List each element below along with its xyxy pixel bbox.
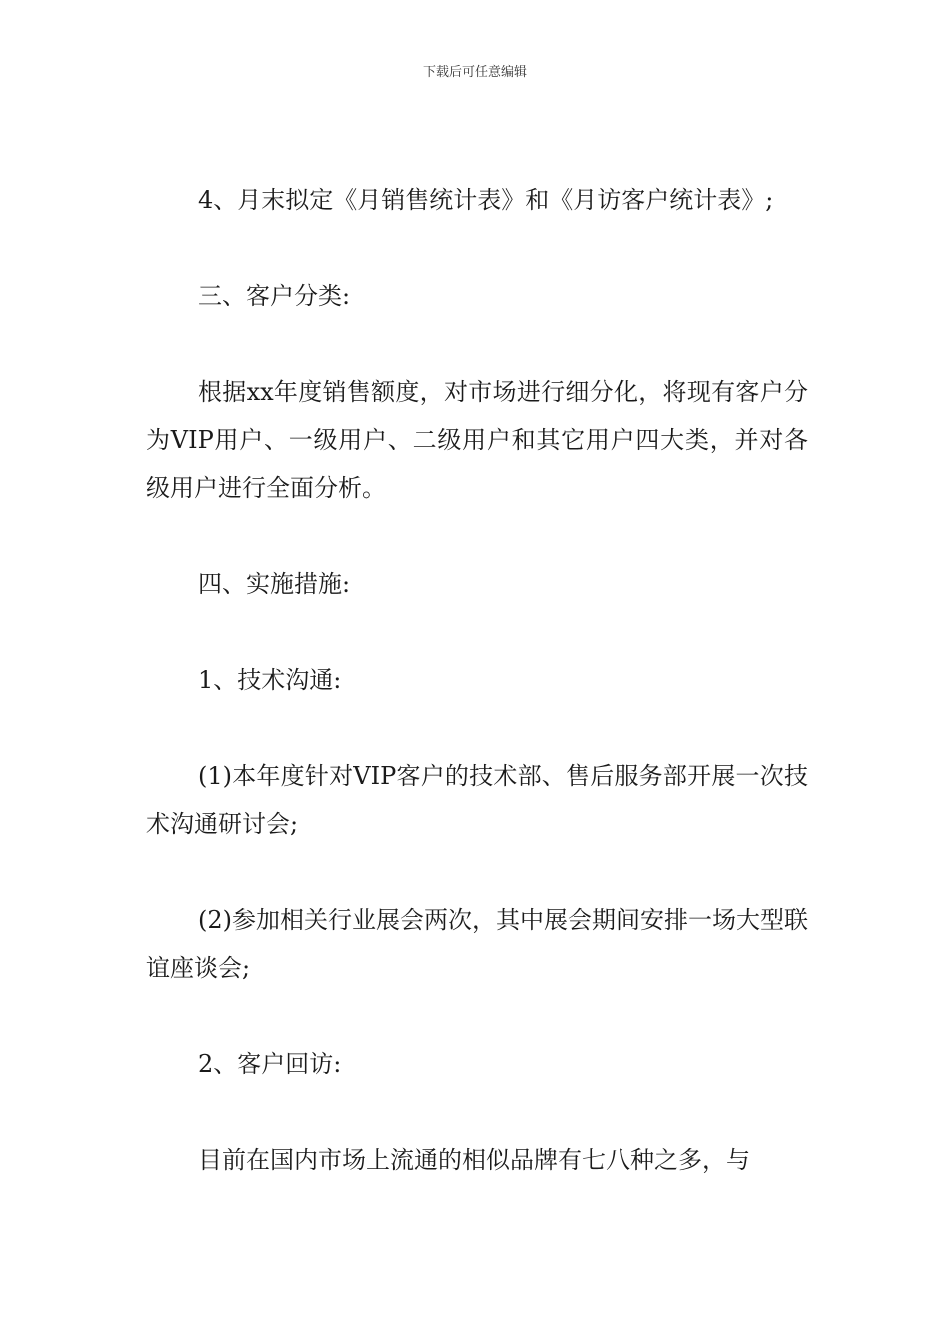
paragraph-technical-seminar: (1)本年度针对VIP客户的技术部、售后服务部开展一次技术沟通研讨会; — [146, 762, 808, 838]
paragraph-industry-exhibitions: (2)参加相关行业展会两次，其中展会期间安排一场大型联谊座谈会; — [146, 906, 808, 982]
heading-technical-communication: 1、技术沟通: — [198, 666, 342, 694]
paragraph-customer-classification: 根据xx年度销售额度，对市场进行细分化，将现有客户分为VIP用户、一级用户、二级用户和其它用户四大类，并对各级用户进行全面分析。 — [146, 378, 808, 502]
paragraph-market-brands: 目前在国内市场上流通的相似品牌有七八种之多，与 — [198, 1146, 750, 1174]
heading-customer-classification: 三、客户分类: — [198, 282, 351, 310]
document-body — [146, 176, 808, 1184]
heading-customer-revisit: 2、客户回访: — [198, 1050, 342, 1078]
heading-implementation-measures: 四、实施措施: — [198, 570, 351, 598]
paragraph-monthly-reports: 4、月末拟定《月销售统计表》和《月访客户统计表》; — [198, 186, 774, 214]
page-header: 下载后可任意编辑 — [422, 65, 527, 80]
